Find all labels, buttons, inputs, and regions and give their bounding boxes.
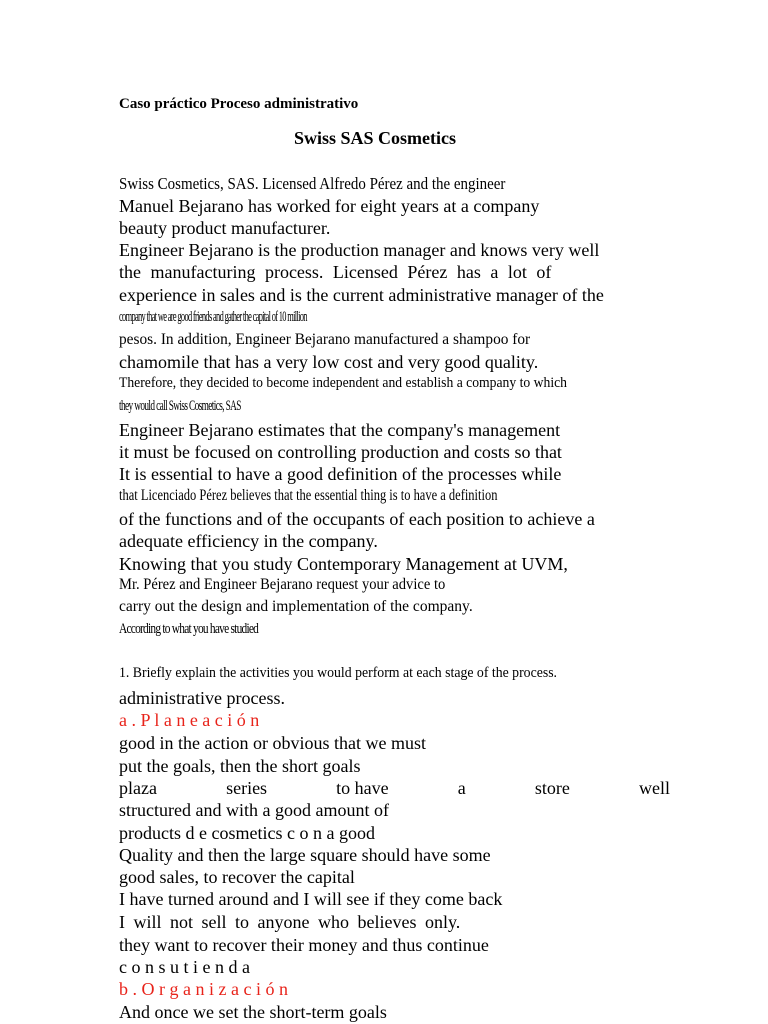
word: to have xyxy=(336,778,389,798)
body-line: adequate efficiency in the company. xyxy=(119,531,378,551)
body-line: products d e cosmetics c o n a good xyxy=(119,823,375,843)
body-line: of the functions and of the occupants of each position to achieve a xyxy=(119,509,595,529)
body-line: pesos. In addition, Engineer Bejarano manufactured a shampoo for xyxy=(119,331,531,348)
body-line: beauty product manufacturer. xyxy=(119,218,331,238)
body-line-compressed: According to what you have studied xyxy=(119,621,259,637)
word: well xyxy=(638,778,670,798)
section-b-heading: b . O r g a n i z a c i ó n xyxy=(119,979,288,999)
body-line: that Licenciado Pérez believes that the essential thing is to have a definition xyxy=(119,487,498,504)
document-header: Caso práctico Proceso administrativo xyxy=(119,96,359,112)
body-line: Quality and then the large square should have some xyxy=(119,845,491,865)
question-line: administrative process. xyxy=(119,688,285,708)
body-line: Engineer Bejarano estimates that the company's management xyxy=(119,420,561,440)
body-line: structured and with a good amount of xyxy=(119,800,389,820)
body-line-compressed: company that we are good friends and gather the capital of 10 million xyxy=(119,309,307,325)
section-a-heading: a . P l a n e a c i ó n xyxy=(119,710,260,730)
body-line: they want to recover their money and thus continue xyxy=(119,935,489,955)
body-line: c o n s u t i e n d a xyxy=(119,957,250,977)
body-line: Manuel Bejarano has worked for eight years at a company xyxy=(119,196,540,216)
body-line: I have turned around and I will see if they come back xyxy=(119,889,503,909)
body-line: Therefore, they decided to become independent and establish a company to which xyxy=(119,375,568,391)
body-line: the manufacturing process. Licensed Pérez has a lot of xyxy=(119,262,552,282)
body-line: Swiss Cosmetics, SAS. Licensed Alfredo Pérez and the engineer xyxy=(119,174,506,193)
body-line: Mr. Pérez and Engineer Bejarano request your advice to xyxy=(119,576,446,593)
justified-line xyxy=(119,779,670,797)
body-line: And once we set the short-term goals xyxy=(119,1002,387,1022)
document-title: Swiss SAS Cosmetics xyxy=(294,128,457,148)
body-line: carry out the design and implementation of the company. xyxy=(119,598,473,615)
body-line: it must be focused on controlling production and costs so that xyxy=(119,442,562,462)
word: series xyxy=(226,778,268,798)
body-line: put the goals, then the short goals xyxy=(119,756,361,776)
word: plaza xyxy=(119,778,157,798)
body-line: good in the action or obvious that we must xyxy=(119,733,426,753)
word: store xyxy=(534,778,570,798)
body-line: I will not sell to anyone who believes only. xyxy=(119,912,461,932)
body-line: It is essential to have a good definition of the processes while xyxy=(119,464,562,484)
body-line: Engineer Bejarano is the production manager and knows very well xyxy=(119,240,600,260)
body-line-compressed: they would call Swiss Cosmetics, SAS xyxy=(119,398,241,414)
body-line: good sales, to recover the capital xyxy=(119,867,355,887)
body-line: chamomile that has a very low cost and very good quality. xyxy=(119,352,539,372)
body-line: experience in sales and is the current administrative manager of the xyxy=(119,285,604,305)
word: a xyxy=(457,778,466,798)
question-line: 1. Briefly explain the activities you would perform at each stage of the process. xyxy=(119,665,558,681)
body-line: Knowing that you study Contemporary Management at UVM, xyxy=(119,554,568,574)
